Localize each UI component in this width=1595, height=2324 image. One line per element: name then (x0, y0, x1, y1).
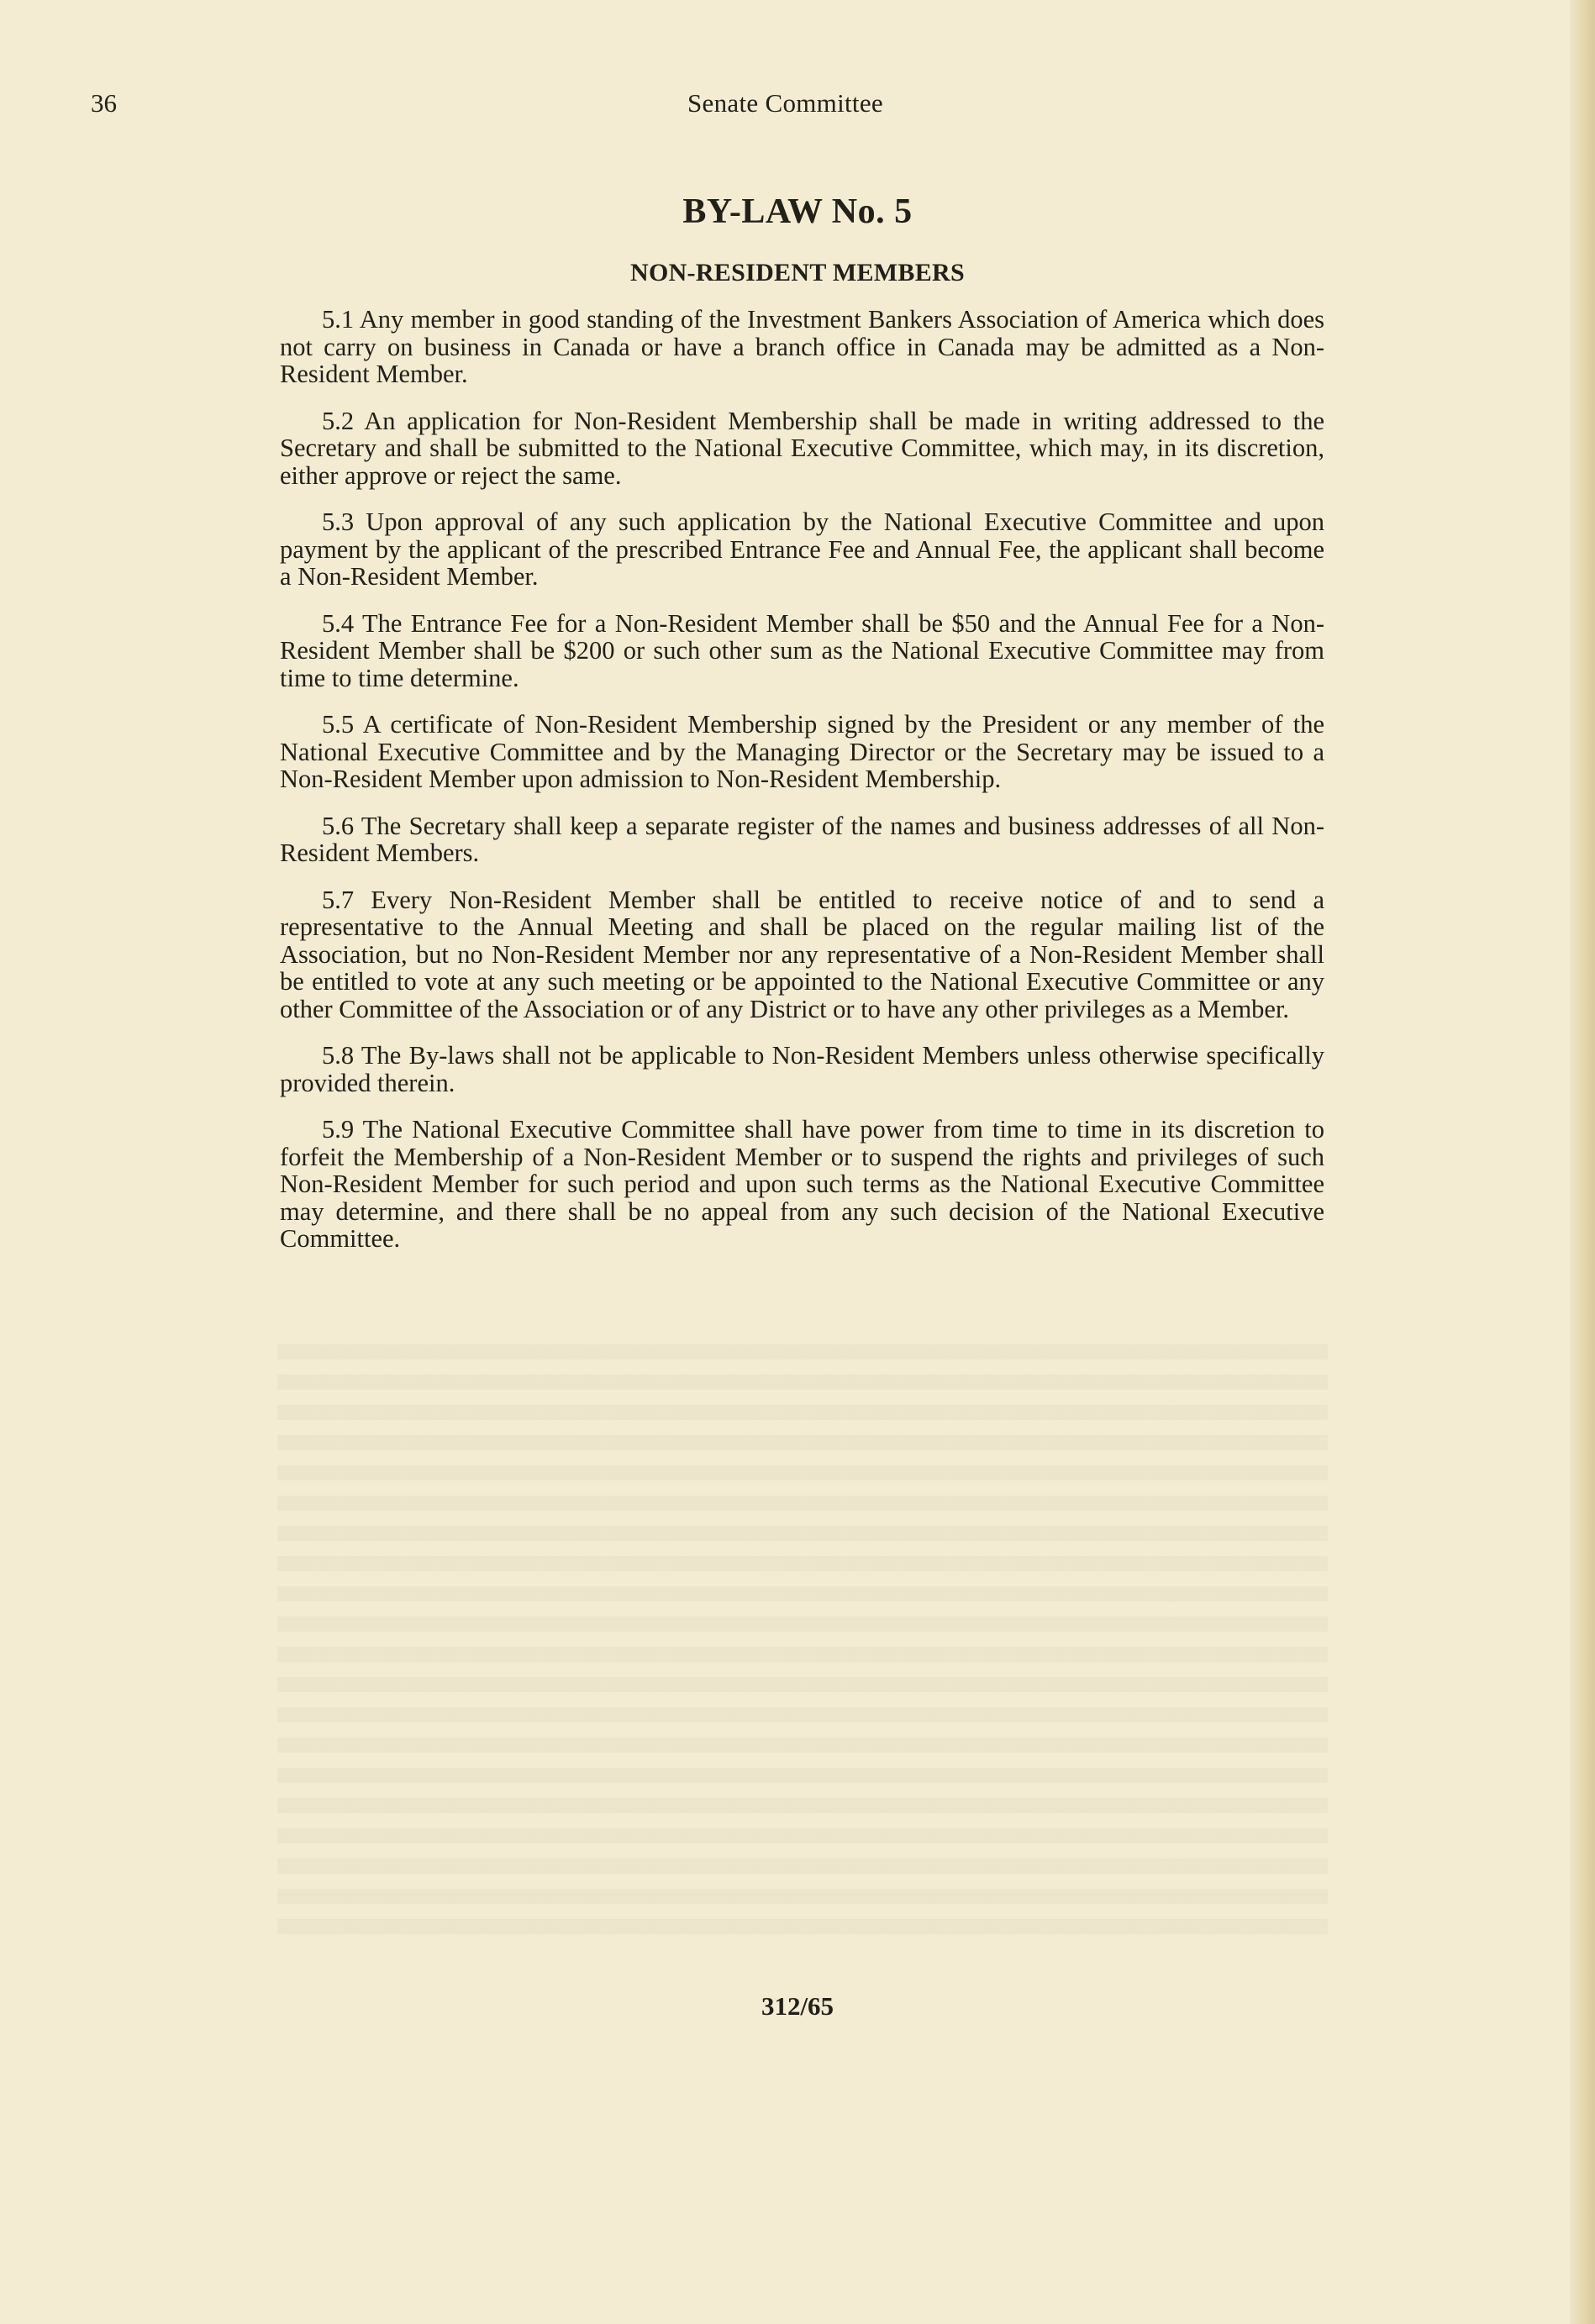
body-text (280, 306, 1324, 1272)
paragraph-5-1: 5.1 Any member in good standing of the Investment Bankers Association of America which does not carry on business in Canada or have a branch office in Canada may be admitted as a Non-Resident Member. (280, 305, 1324, 388)
paragraph-5-4: 5.4 The Entrance Fee for a Non-Resident Member shall be $50 and the Annual Fee for a Non-Resident Member shall be $200 or such other sum as the National Executive Committee may from time to time determine. (280, 608, 1324, 692)
footer-reference: 312/65 (761, 1991, 834, 2021)
show-through-background (277, 1344, 1328, 1949)
paragraph-5-2: 5.2 An application for Non-Resident Membership shall be made in writing addressed to the Secretary and shall be submitted to the National Executive Committee, which may, in its discretion, either approve or reject the same. (280, 406, 1324, 490)
paragraph-5-8: 5.8 The By-laws shall not be applicable to Non-Resident Members unless otherwise specifically provided therein. (280, 1041, 1324, 1097)
paragraph-5-7: 5.7 Every Non-Resident Member shall be entitled to receive notice of and to send a representative to the Annual Meeting and shall be placed on the regular mailing list of the Association, but no Non-Resident Member nor any representative of a Non-Resident Member shall be entitled to vote at any such meeting or be appointed to the National Executive Committee or any other Committee of the Association or of any District or to have any other privileges as a Member. (280, 885, 1324, 1023)
paragraph-5-5: 5.5 A certificate of Non-Resident Membership signed by the President or any member of the National Executive Committee and by the Managing Director or the Secretary may be issued to a Non-Resident Member upon admission to Non-Resident Membership. (280, 710, 1324, 793)
paragraph-5-3: 5.3 Upon approval of any such application by the National Executive Committee and upon payment by the applicant of the prescribed Entrance Fee and Annual Fee, the applicant shall become a Non-Resident Member. (280, 507, 1324, 591)
page-header (0, 88, 1595, 130)
page-number: 36 (91, 88, 117, 118)
paragraph-5-6: 5.6 The Secretary shall keep a separate register of the names and business addresses of all Non-Resident Members. (280, 811, 1324, 867)
page-edge (1570, 0, 1595, 2324)
running-head: Senate Committee (687, 88, 883, 118)
bylaw-title: BY-LAW No. 5 (682, 192, 913, 231)
paragraph-5-9: 5.9 The National Executive Committee shall have power from time to time in its discretion to forfeit the Membership of a Non-Resident Member or to suspend the rights and privileges of such Non-Resident Member for such period and upon such terms as the National Executive Committee may determine, and there shall be no appeal from any such decision of the National Executive Committee. (280, 1115, 1324, 1253)
section-subtitle: NON-RESIDENT MEMBERS (629, 259, 965, 287)
